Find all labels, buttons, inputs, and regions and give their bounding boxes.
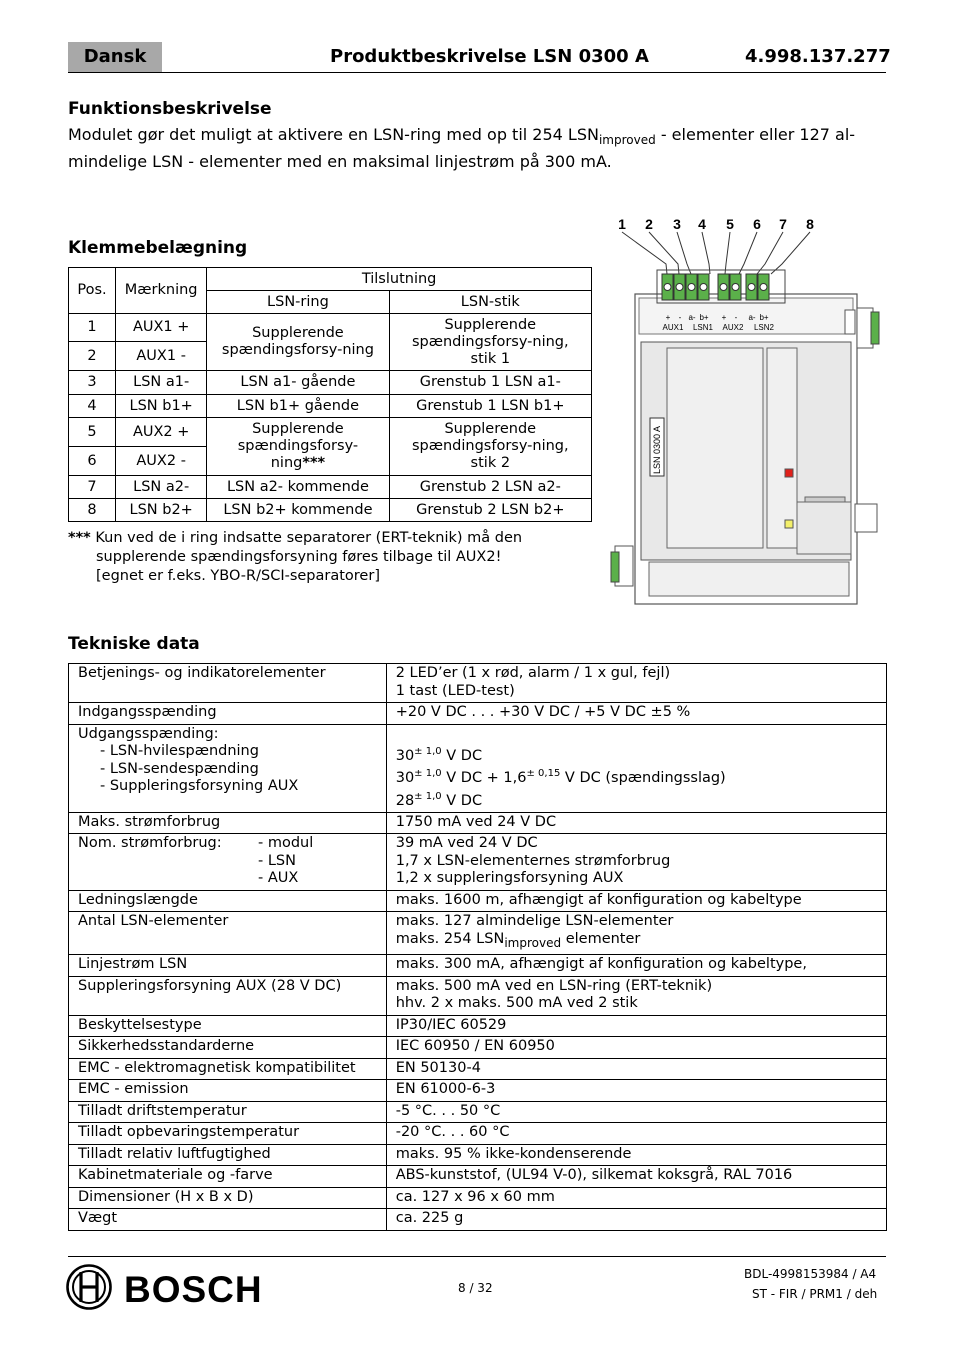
tech-value: maks. 300 mA, afhængigt af konfiguration og kabeltype, [386, 955, 886, 977]
tech-value: +20 V DC . . . +30 V DC / +5 V DC ±5 % [386, 703, 886, 725]
footnote-line: [egnet er f.eks. YBO-R/SCI-separatorer] [96, 568, 380, 584]
terminal-symbol: a- [688, 313, 696, 322]
language-tab: Dansk [68, 42, 162, 72]
pos-cell: 7 [69, 476, 116, 499]
screw-head-icon [676, 284, 683, 291]
v-unit: V DC (spændingsslag) [560, 770, 726, 787]
terminal-table [68, 267, 592, 522]
right-latch [855, 504, 877, 532]
v-mid: V DC + 1,6 [441, 770, 527, 787]
tech-label: Beskyttelsestype [69, 1015, 387, 1037]
table-row [69, 371, 592, 395]
tech-table [68, 663, 887, 1231]
tech-value: -5 °C. . . 50 °C [386, 1101, 886, 1123]
tech-value [386, 912, 886, 955]
footnote-mark: *** [68, 530, 91, 546]
table-row [69, 1123, 887, 1145]
tech-label: Kabinetmateriale og -farve [69, 1166, 387, 1188]
terminal-group-label: AUX2 [722, 323, 744, 332]
ring-cell: LSN a2- kommende [207, 476, 389, 499]
label-line: - modul [258, 835, 314, 852]
tech-label: Antal LSN-elementer [69, 912, 387, 955]
col-pos: Pos. [69, 268, 116, 314]
tech-value: 1750 mA ved 24 V DC [386, 812, 886, 834]
terminal-symbol: b+ [759, 313, 769, 322]
value-line: hhv. 2 x maks. 500 mA ved 2 stik [395, 995, 638, 1012]
mark-cell: AUX1 + [116, 314, 207, 342]
v-sub: improved [504, 935, 562, 950]
mark-cell: AUX2 + [116, 418, 207, 447]
lower-block [797, 502, 851, 554]
doc-reference: BDL-4998153984 / A4 [744, 1267, 877, 1281]
right-clip-green [871, 312, 879, 344]
pin-number: 4 [698, 216, 706, 232]
value-line: 39 mA ved 24 V DC [395, 835, 538, 852]
pos-cell: 6 [69, 447, 116, 476]
table-row [69, 912, 887, 955]
v-tol: ± 1,0 [414, 768, 442, 780]
tech-value: -20 °C. . . 60 °C [386, 1123, 886, 1145]
table-row [69, 476, 592, 499]
module-diagram [605, 212, 885, 608]
terminal-symbol: b+ [699, 313, 709, 322]
stub-cell: Grenstub 1 LSN b1+ [389, 395, 591, 418]
table-row [69, 418, 592, 447]
ring-line: Supplerende [252, 325, 344, 341]
tech-label: Indgangsspænding [69, 703, 387, 725]
ring-cell: LSN a1- gående [207, 371, 389, 395]
pos-cell: 8 [69, 499, 116, 522]
mark-cell: AUX2 - [116, 447, 207, 476]
v-text: elementer [561, 930, 641, 947]
pin-number: 7 [779, 216, 787, 232]
screw-head-icon [732, 284, 739, 291]
tech-label: EMC - elektromagnetisk kompatibilitet [69, 1058, 387, 1080]
tech-value [386, 664, 886, 703]
terminal-symbol: - [678, 313, 682, 322]
stub-cell: Grenstub 2 LSN a2- [389, 476, 591, 499]
ring-line: Supplerende [252, 421, 344, 437]
value-line: 1 tast (LED-test) [395, 682, 515, 699]
pin-number: 1 [618, 216, 626, 232]
value-line: maks. 500 mA ved en LSN-ring (ERT-teknik) [395, 977, 713, 994]
v-base: 28 [395, 792, 415, 809]
value-line [396, 931, 877, 952]
document-number: 4.998.137.277 [745, 46, 891, 67]
tech-label [69, 724, 387, 812]
terminal-symbol: + [721, 313, 727, 322]
stub-cell: Grenstub 2 LSN b2+ [389, 499, 591, 522]
tech-label: Betjenings- og indikatorelementer [69, 664, 387, 703]
functional-text-a: Modulet gør det muligt at aktivere en LSN-ring med op til 254 LSN [68, 125, 599, 144]
label-line: - LSN-hvilespændning [100, 743, 259, 759]
v-tol: ± 1,0 [414, 746, 442, 757]
pos-cell: 5 [69, 418, 116, 447]
pos-cell: 4 [69, 395, 116, 418]
pin-number: 6 [753, 216, 761, 232]
mark-cell: LSN b1+ [116, 395, 207, 418]
tech-value: EN 50130-4 [386, 1058, 886, 1080]
screw-head-icon [760, 284, 767, 291]
v-unit: V DC [441, 792, 483, 809]
pos-cell: 1 [69, 314, 116, 342]
footnote [68, 529, 588, 586]
ring-cell [207, 314, 389, 371]
table-row [69, 1080, 887, 1102]
leader-lines [622, 232, 810, 274]
tech-value [386, 724, 886, 812]
side-panel [767, 348, 797, 548]
stub-line: spændingsforsy-ning, [411, 438, 569, 454]
terminal-group-label: AUX1 [662, 323, 684, 332]
footnote-line: Kun ved de i ring indsatte separatorer (ERT-teknik) må den [90, 530, 523, 546]
table-row [69, 703, 887, 725]
ring-line: spændingsforsy- [237, 438, 359, 454]
table-row [69, 395, 592, 418]
terminal-group-label: LSN1 [692, 323, 714, 332]
terminal-symbol: - [734, 313, 738, 322]
right-slot [845, 310, 855, 334]
value-line: 2 LED’er (1 x rød, alarm / 1 x gul, fejl) [395, 665, 671, 681]
table-row [69, 834, 887, 891]
pin-number: 2 [645, 216, 653, 232]
label-line: Nom. strømforbrug: [78, 835, 222, 852]
bottom-strip [649, 562, 849, 596]
col-mark: Mærkning [116, 268, 207, 314]
mark-cell: LSN a1- [116, 371, 207, 395]
ring-stars: *** [302, 455, 326, 471]
footnote-line: supplerende spændingsforsyning føres tilbage til AUX2! [96, 549, 502, 565]
label-line: - AUX [258, 870, 299, 887]
value-line [396, 765, 877, 787]
v-base: 30 [395, 747, 415, 764]
value-line: 1,2 x suppleringsforsyning AUX [395, 870, 624, 887]
page-title: Produktbeskrivelse LSN 0300 A [330, 46, 649, 67]
tech-value [386, 976, 886, 1015]
value-line: maks. 127 almindelige LSN-elementer [395, 913, 674, 930]
table-row [69, 724, 887, 812]
v-tol: ± 1,0 [414, 790, 442, 802]
v-unit: V DC [441, 747, 483, 764]
screw-head-icon [664, 284, 671, 291]
v-tol: ± 0,15 [526, 768, 561, 780]
tech-label: Sikkerhedsstandarderne [69, 1037, 387, 1059]
stub-cell: Grenstub 1 LSN a1- [389, 371, 591, 395]
tech-label: Vægt [69, 1209, 387, 1231]
table-row [69, 1037, 887, 1059]
ring-cell [207, 418, 389, 476]
doc-department: ST - FIR / PRM1 / deh [752, 1287, 878, 1301]
pin-numbers [618, 216, 814, 232]
screw-head-icon [720, 284, 727, 291]
tech-value: ca. 127 x 96 x 60 mm [386, 1187, 886, 1209]
tech-heading: Tekniske data [68, 634, 200, 654]
module-label: LSN 0300 A [652, 425, 662, 474]
tech-label: Maks. strømforbrug [69, 812, 387, 834]
table-row [69, 1144, 887, 1166]
tech-value: ABS-kunststof, (UL94 V-0), silkemat koksgrå, RAL 7016 [386, 1166, 886, 1188]
pos-cell: 2 [69, 342, 116, 371]
terminal-heading: Klemmebelægning [68, 238, 248, 258]
table-row [69, 955, 887, 977]
table-row [69, 976, 887, 1015]
ring-line-text: ning [270, 455, 303, 471]
table-row [69, 499, 592, 522]
tech-value: maks. 1600 m, afhængigt af konfiguration og kabeltype [386, 890, 886, 912]
terminal-symbol: + [665, 313, 671, 322]
page-number: 8 / 32 [458, 1281, 493, 1295]
tech-label: Ledningslængde [69, 890, 387, 912]
screw-head-icon [748, 284, 755, 291]
lower-notch [805, 497, 845, 502]
v-text: maks. 254 LSN [395, 930, 505, 947]
functional-text [68, 124, 898, 172]
functional-text-sub: improved [598, 133, 656, 148]
tech-label: Tilladt relativ luftfugtighed [69, 1144, 387, 1166]
tech-label: Suppleringsforsyning AUX (28 V DC) [69, 976, 387, 1015]
label-area [667, 348, 763, 548]
table-row [69, 890, 887, 912]
tech-label: Tilladt opbevaringstemperatur [69, 1123, 387, 1145]
col-ring: LSN-ring [207, 291, 389, 314]
tech-label: EMC - emission [69, 1080, 387, 1102]
table-row [69, 314, 592, 342]
ring-cell: LSN b1+ gående [207, 395, 389, 418]
brand-name: BOSCH [124, 1269, 263, 1310]
bosch-logo [66, 1263, 276, 1313]
value-line [396, 743, 877, 765]
pin-number: 8 [806, 216, 814, 232]
pin-number: 3 [673, 216, 681, 232]
stub-cell [389, 314, 591, 371]
screw-head-icon [700, 284, 707, 291]
mark-cell: AUX1 - [116, 342, 207, 371]
table-row [69, 664, 887, 703]
value-line [396, 788, 877, 810]
pin-number: 5 [726, 216, 734, 232]
col-conn: Tilslutning [207, 268, 592, 291]
terminal-symbol: a- [748, 313, 756, 322]
header-divider [68, 72, 886, 73]
tech-value: EN 61000-6-3 [386, 1080, 886, 1102]
red-led [785, 469, 793, 477]
table-row [69, 812, 887, 834]
tech-label: Dimensioner (H x B x D) [69, 1187, 387, 1209]
label-line: - Suppleringsforsyning AUX [100, 778, 299, 794]
table-row [69, 1101, 887, 1123]
table-row [69, 1015, 887, 1037]
label-line: Udgangsspænding: [78, 725, 219, 742]
bosch-armature-icon [68, 1266, 111, 1309]
tech-label: Linjestrøm LSN [69, 955, 387, 977]
mark-cell: LSN a2- [116, 476, 207, 499]
v-base: 30 [395, 770, 415, 787]
stub-line: stik 1 [470, 350, 511, 367]
tech-label [69, 834, 387, 891]
stub-line: spændingsforsy-ning, [411, 333, 569, 350]
screw-head-icon [688, 284, 695, 291]
table-row [69, 1209, 887, 1231]
left-clip-green [611, 552, 619, 582]
footer-divider [68, 1256, 886, 1257]
functional-text-b: - elementer eller 127 al- [655, 125, 856, 144]
ring-line: spændingsforsy-ning [221, 342, 374, 358]
functional-text-c: mindelige LSN - elementer med en maksimal linjestrøm på 300 mA. [68, 152, 612, 172]
label-line: - LSN [258, 852, 296, 869]
label-line: - LSN-sendespænding [100, 760, 259, 777]
tech-label: Tilladt driftstemperatur [69, 1101, 387, 1123]
tech-value [386, 834, 886, 891]
table-row [69, 1058, 887, 1080]
ring-cell: LSN b2+ kommende [207, 499, 389, 522]
tech-value: maks. 95 % ikke-kondenserende [386, 1144, 886, 1166]
mark-cell: LSN b2+ [116, 499, 207, 522]
table-row [69, 1166, 887, 1188]
stub-cell [389, 418, 591, 476]
tech-value: IEC 60950 / EN 60950 [386, 1037, 886, 1059]
value-line: 1,7 x LSN-elementernes strømforbrug [395, 852, 671, 869]
pos-cell: 3 [69, 371, 116, 395]
terminal-group-label: LSN2 [753, 323, 775, 332]
col-stub: LSN-stik [389, 291, 591, 314]
tech-value: ca. 225 g [386, 1209, 886, 1231]
table-row [69, 1187, 887, 1209]
functional-heading: Funktionsbeskrivelse [68, 99, 272, 119]
stub-line: Supplerende [444, 316, 537, 333]
terminal-block [657, 270, 785, 303]
ring-line [210, 455, 385, 472]
yellow-led [785, 520, 793, 528]
stub-line: Supplerende [444, 421, 537, 437]
tech-value: IP30/IEC 60529 [386, 1015, 886, 1037]
stub-line: stik 2 [470, 455, 511, 471]
